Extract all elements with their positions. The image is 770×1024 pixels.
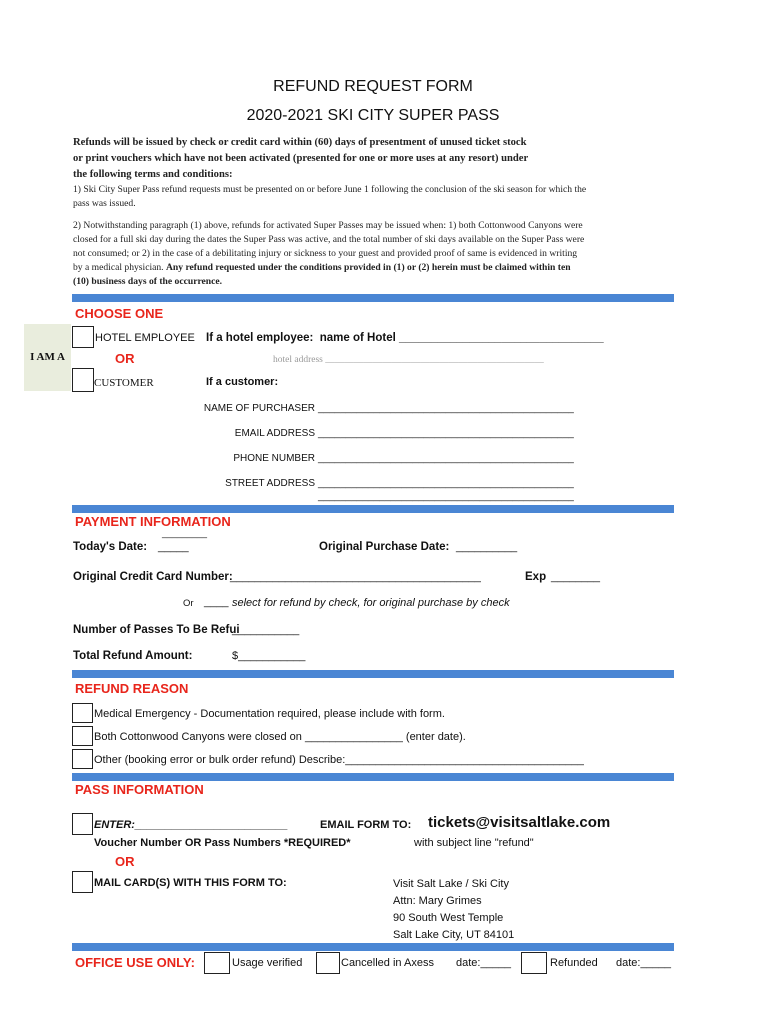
cancelled-axess-label: Cancelled in Axess: [341, 957, 434, 969]
todays-date-label: Today's Date:: [73, 541, 148, 553]
email-field[interactable]: ______________________________________________: [318, 428, 574, 439]
mail-cards-label: MAIL CARD(S) WITH THIS FORM TO:: [94, 877, 287, 889]
hotel-employee-checkbox[interactable]: [72, 326, 94, 348]
total-refund-label: Total Refund Amount:: [73, 650, 193, 662]
purchase-date-label: Original Purchase Date:: [319, 541, 450, 553]
exp-field[interactable]: ________: [551, 571, 600, 583]
terms-paragraph-2: 2) Notwithstanding paragraph (1) above, refunds for activated Super Passes may be issued when: 1) both Cottonwood Canyons were closed for a full ski day during the dates the Super Pass was active, and the total number of ski days available on the Super Pass were not consumed; or 2) in the case of a debilitating injury or sickness to your guest and provided proof of same is evidenced in writing by a medical physician. Any refund requested under the conditions provided in (1) or (2) herein must be claimed within ten (10) business days of the occurrence.: [73, 220, 585, 287]
voucher-number-label: Voucher Number OR Pass Numbers *REQUIRED*: [94, 837, 351, 849]
or-label-pass: OR: [115, 854, 135, 869]
hotel-employee-label: HOTEL EMPLOYEE: [95, 332, 195, 344]
hotel-name-field[interactable]: name of Hotel ________________________________: [319, 332, 604, 344]
refunded-label: Refunded: [550, 957, 598, 969]
terms-paragraph-1: 1) Ski City Super Pass refund requests must be presented on or before June 1 following the conclusion of the ski season for which the pass was issued.: [73, 184, 587, 209]
phone-label: PHONE NUMBER: [233, 453, 315, 464]
hotel-employee-prompt: If a hotel employee: name of Hotel ________________________________: [206, 332, 604, 344]
credit-card-label: Original Credit Card Number:: [73, 571, 233, 583]
canyons-closed-checkbox[interactable]: [72, 726, 93, 746]
medical-emergency-label: Medical Emergency - Documentation required, please include with form.: [94, 708, 445, 720]
or-small-label: Or: [183, 598, 194, 609]
passes-count-field[interactable]: ___________: [232, 624, 300, 636]
cancelled-axess-checkbox[interactable]: [316, 952, 340, 974]
terms-intro: Refunds will be issued by check or credit card within (60) days of presentment of unused ticket stock or print vouchers which have not been activated (presented for one or more uses at any resort) under the following terms and conditions:: [73, 137, 529, 180]
subject-line-note: with subject line "refund": [414, 837, 534, 849]
email-form-checkbox[interactable]: [72, 813, 93, 835]
office-use-heading: OFFICE USE ONLY:: [75, 955, 195, 970]
street-label: STREET ADDRESS: [225, 478, 315, 489]
customer-prompt: If a customer:: [206, 376, 279, 388]
refund-by-check-field[interactable]: ____: [204, 596, 229, 608]
form-title: REFUND REQUEST FORM: [273, 78, 473, 95]
enter-voucher-field[interactable]: ENTER:_________________________: [94, 819, 288, 831]
phone-field[interactable]: ______________________________________________: [318, 453, 574, 464]
street-field-line2[interactable]: ______________________________________________: [318, 491, 574, 502]
email-label: EMAIL ADDRESS: [234, 428, 315, 439]
email-address-link[interactable]: tickets@visitsaltlake.com: [428, 814, 611, 831]
section-divider: [72, 943, 674, 951]
or-label: OR: [115, 351, 135, 366]
refund-reason-heading: REFUND REASON: [75, 681, 189, 696]
section-divider: [72, 670, 674, 678]
form-subtitle: 2020-2021 SKI CITY SUPER PASS: [246, 107, 500, 124]
todays-date-field[interactable]: _____: [158, 541, 189, 553]
refunded-checkbox[interactable]: [521, 952, 547, 974]
usage-verified-label: Usage verified: [232, 957, 303, 969]
exp-label: Exp: [525, 571, 547, 583]
purchase-date-field[interactable]: __________: [456, 541, 518, 553]
section-divider: [72, 294, 674, 302]
purchaser-name-label: NAME OF PURCHASER: [203, 403, 315, 414]
usage-verified-checkbox[interactable]: [204, 952, 230, 974]
medical-emergency-checkbox[interactable]: [72, 703, 93, 723]
customer-label: CUSTOMER: [94, 377, 154, 389]
other-reason-label: Other (booking error or bulk order refund) Describe:_______________________________________: [94, 754, 584, 766]
pass-info-heading: PASS INFORMATION: [75, 782, 204, 797]
payment-small-blank: _________: [162, 528, 208, 538]
section-divider: [72, 773, 674, 781]
refund-by-check-text: select for refund by check, for original purchase by check: [232, 597, 510, 609]
hotel-address-field[interactable]: hotel address ______________________________________________: [273, 355, 544, 365]
credit-card-field[interactable]: _________________________________________: [230, 571, 481, 583]
i-am-a-label: I AM A: [24, 324, 71, 391]
purchaser-name-field[interactable]: ______________________________________________: [318, 403, 574, 414]
cancelled-date-field[interactable]: date:_____: [456, 957, 512, 969]
email-form-label: EMAIL FORM TO:: [320, 819, 412, 831]
passes-count-label: Number of Passes To Be Refui: [73, 624, 240, 636]
choose-one-heading: CHOOSE ONE: [75, 306, 164, 321]
canyons-closed-label: Both Cottonwood Canyons were closed on ________________ (enter date).: [94, 731, 466, 743]
payment-heading: PAYMENT INFORMATION: [75, 514, 231, 529]
street-field[interactable]: ______________________________________________: [318, 478, 574, 489]
section-divider: [72, 505, 674, 513]
other-reason-checkbox[interactable]: [72, 749, 93, 769]
mailing-address: Visit Salt Lake / Ski City Attn: Mary Grimes 90 South West Temple Salt Lake City, UT 84101: [393, 878, 515, 941]
customer-checkbox[interactable]: [72, 368, 94, 392]
total-refund-field[interactable]: $___________: [232, 650, 306, 662]
mail-cards-checkbox[interactable]: [72, 871, 93, 893]
refunded-date-field[interactable]: date:_____: [616, 957, 672, 969]
